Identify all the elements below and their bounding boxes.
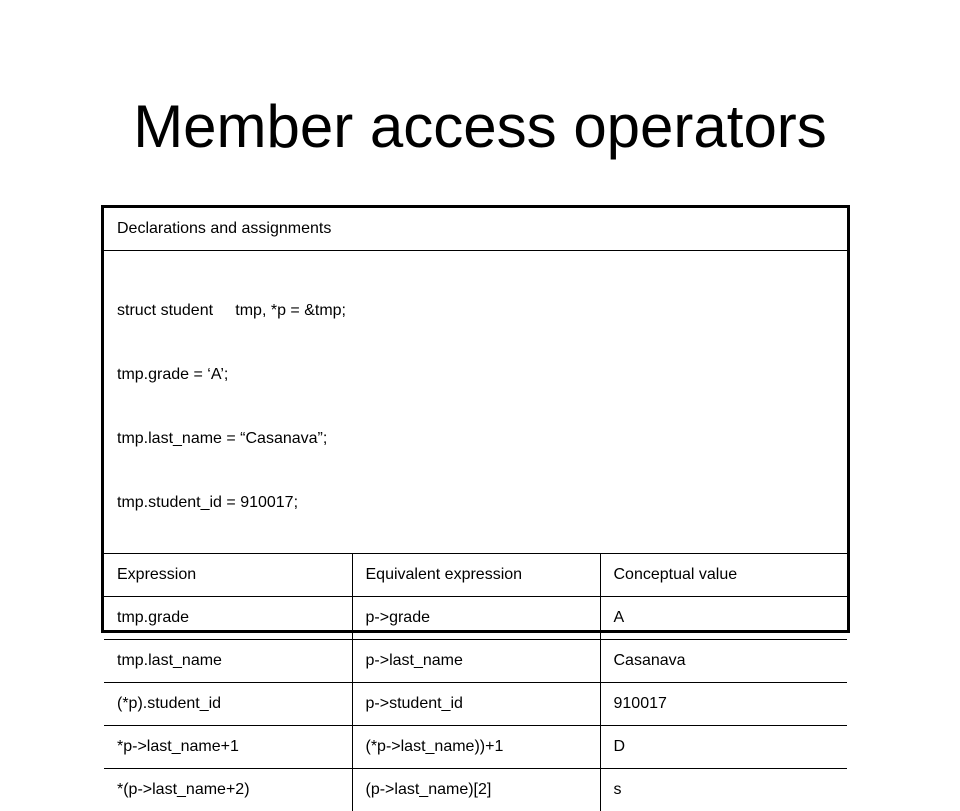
equivalent-cell: p->last_name xyxy=(352,640,600,683)
value-cell: A xyxy=(600,597,847,640)
declaration-line: struct student tmp, *p = &tmp; xyxy=(117,297,847,325)
declaration-line: tmp.grade = ‘A’; xyxy=(117,361,847,389)
value-cell: Casanava xyxy=(600,640,847,683)
expression-cell: *(p->last_name+2) xyxy=(104,769,352,811)
declaration-line: tmp.last_name = “Casanava”; xyxy=(117,425,847,453)
column-header-row xyxy=(104,554,847,597)
equivalent-cell: (p->last_name)[2] xyxy=(352,769,600,811)
column-header-equivalent: Equivalent expression xyxy=(352,554,600,597)
table-row xyxy=(104,597,847,640)
expression-cell: tmp.grade xyxy=(104,597,352,640)
expression-cell: *p->last_name+1 xyxy=(104,726,352,769)
table-header-cell: Declarations and assignments xyxy=(104,208,847,251)
value-cell: D xyxy=(600,726,847,769)
column-header-value: Conceptual value xyxy=(600,554,847,597)
declarations-cell xyxy=(104,251,847,554)
table-row xyxy=(104,683,847,726)
equivalent-cell: p->grade xyxy=(352,597,600,640)
table-row xyxy=(104,726,847,769)
declaration-line: tmp.student_id = 910017; xyxy=(117,489,847,517)
slide-title: Member access operators xyxy=(0,82,960,172)
column-header-expression: Expression xyxy=(104,554,352,597)
declarations-row xyxy=(104,251,847,554)
member-access-table xyxy=(101,205,850,633)
table-row xyxy=(104,640,847,683)
table-grid xyxy=(104,208,847,811)
table-row xyxy=(104,769,847,811)
value-cell: s xyxy=(600,769,847,811)
equivalent-cell: p->student_id xyxy=(352,683,600,726)
value-cell: 910017 xyxy=(600,683,847,726)
expression-cell: tmp.last_name xyxy=(104,640,352,683)
expression-cell: (*p).student_id xyxy=(104,683,352,726)
equivalent-cell: (*p->last_name))+1 xyxy=(352,726,600,769)
table-header-row xyxy=(104,208,847,251)
